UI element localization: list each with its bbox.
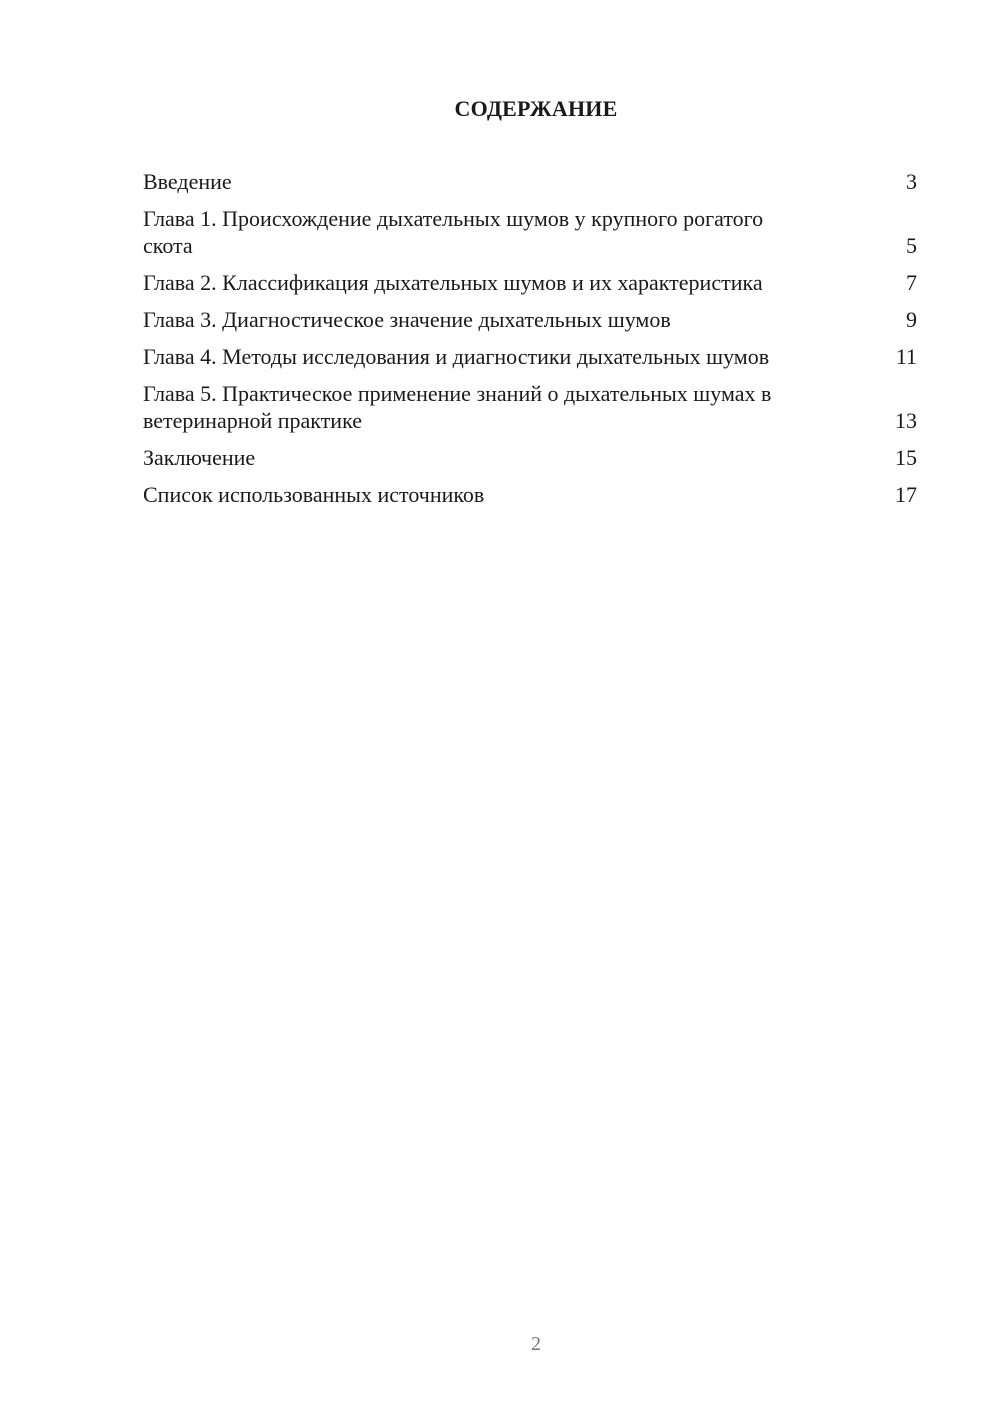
toc-entry-introduction [143,168,919,195]
toc-entry-page: 5 [906,233,917,258]
toc-entry-label: Глава 2. Классификация дыхательных шумов и их характеристика [143,270,763,295]
toc-entry-label: Введение [143,169,232,194]
toc-entry-page: 13 [895,408,917,433]
toc-entry-chapter-4 [143,343,919,370]
toc-entry-chapter-3 [143,306,919,333]
toc-entry-label: Глава 3. Диагностическое значение дыхательных шумов [143,307,671,332]
toc-entry-page: 7 [906,270,917,295]
toc-entry-label: Глава 4. Методы исследования и диагностики дыхательных шумов [143,344,770,369]
toc-entry-page: 9 [906,307,917,332]
toc-entry-page: 3 [906,169,917,194]
page-number: 2 [531,1333,541,1355]
toc-entry-conclusion [143,444,919,471]
toc-entry-chapter-5 [143,380,919,434]
toc-entry-label: Список использованных источников [143,482,485,507]
toc-entry-label: Глава 1. Происхождение дыхательных шумов у крупного рогатого скота [143,206,764,258]
toc-title: СОДЕРЖАНИЕ [454,96,618,121]
toc-entry-label: Заключение [143,445,256,470]
toc-entry-page: 11 [895,344,917,369]
toc-entry-page: 17 [895,482,917,507]
toc-entry-references [143,481,919,508]
toc-entry-page: 15 [895,445,917,470]
toc-entry-label: Глава 5. Практическое применение знаний о дыхательных шумах в ветеринарной практике [143,381,772,433]
toc-entry-chapter-1 [143,205,919,259]
toc-entry-chapter-2 [143,269,919,296]
table-of-contents [143,168,919,518]
